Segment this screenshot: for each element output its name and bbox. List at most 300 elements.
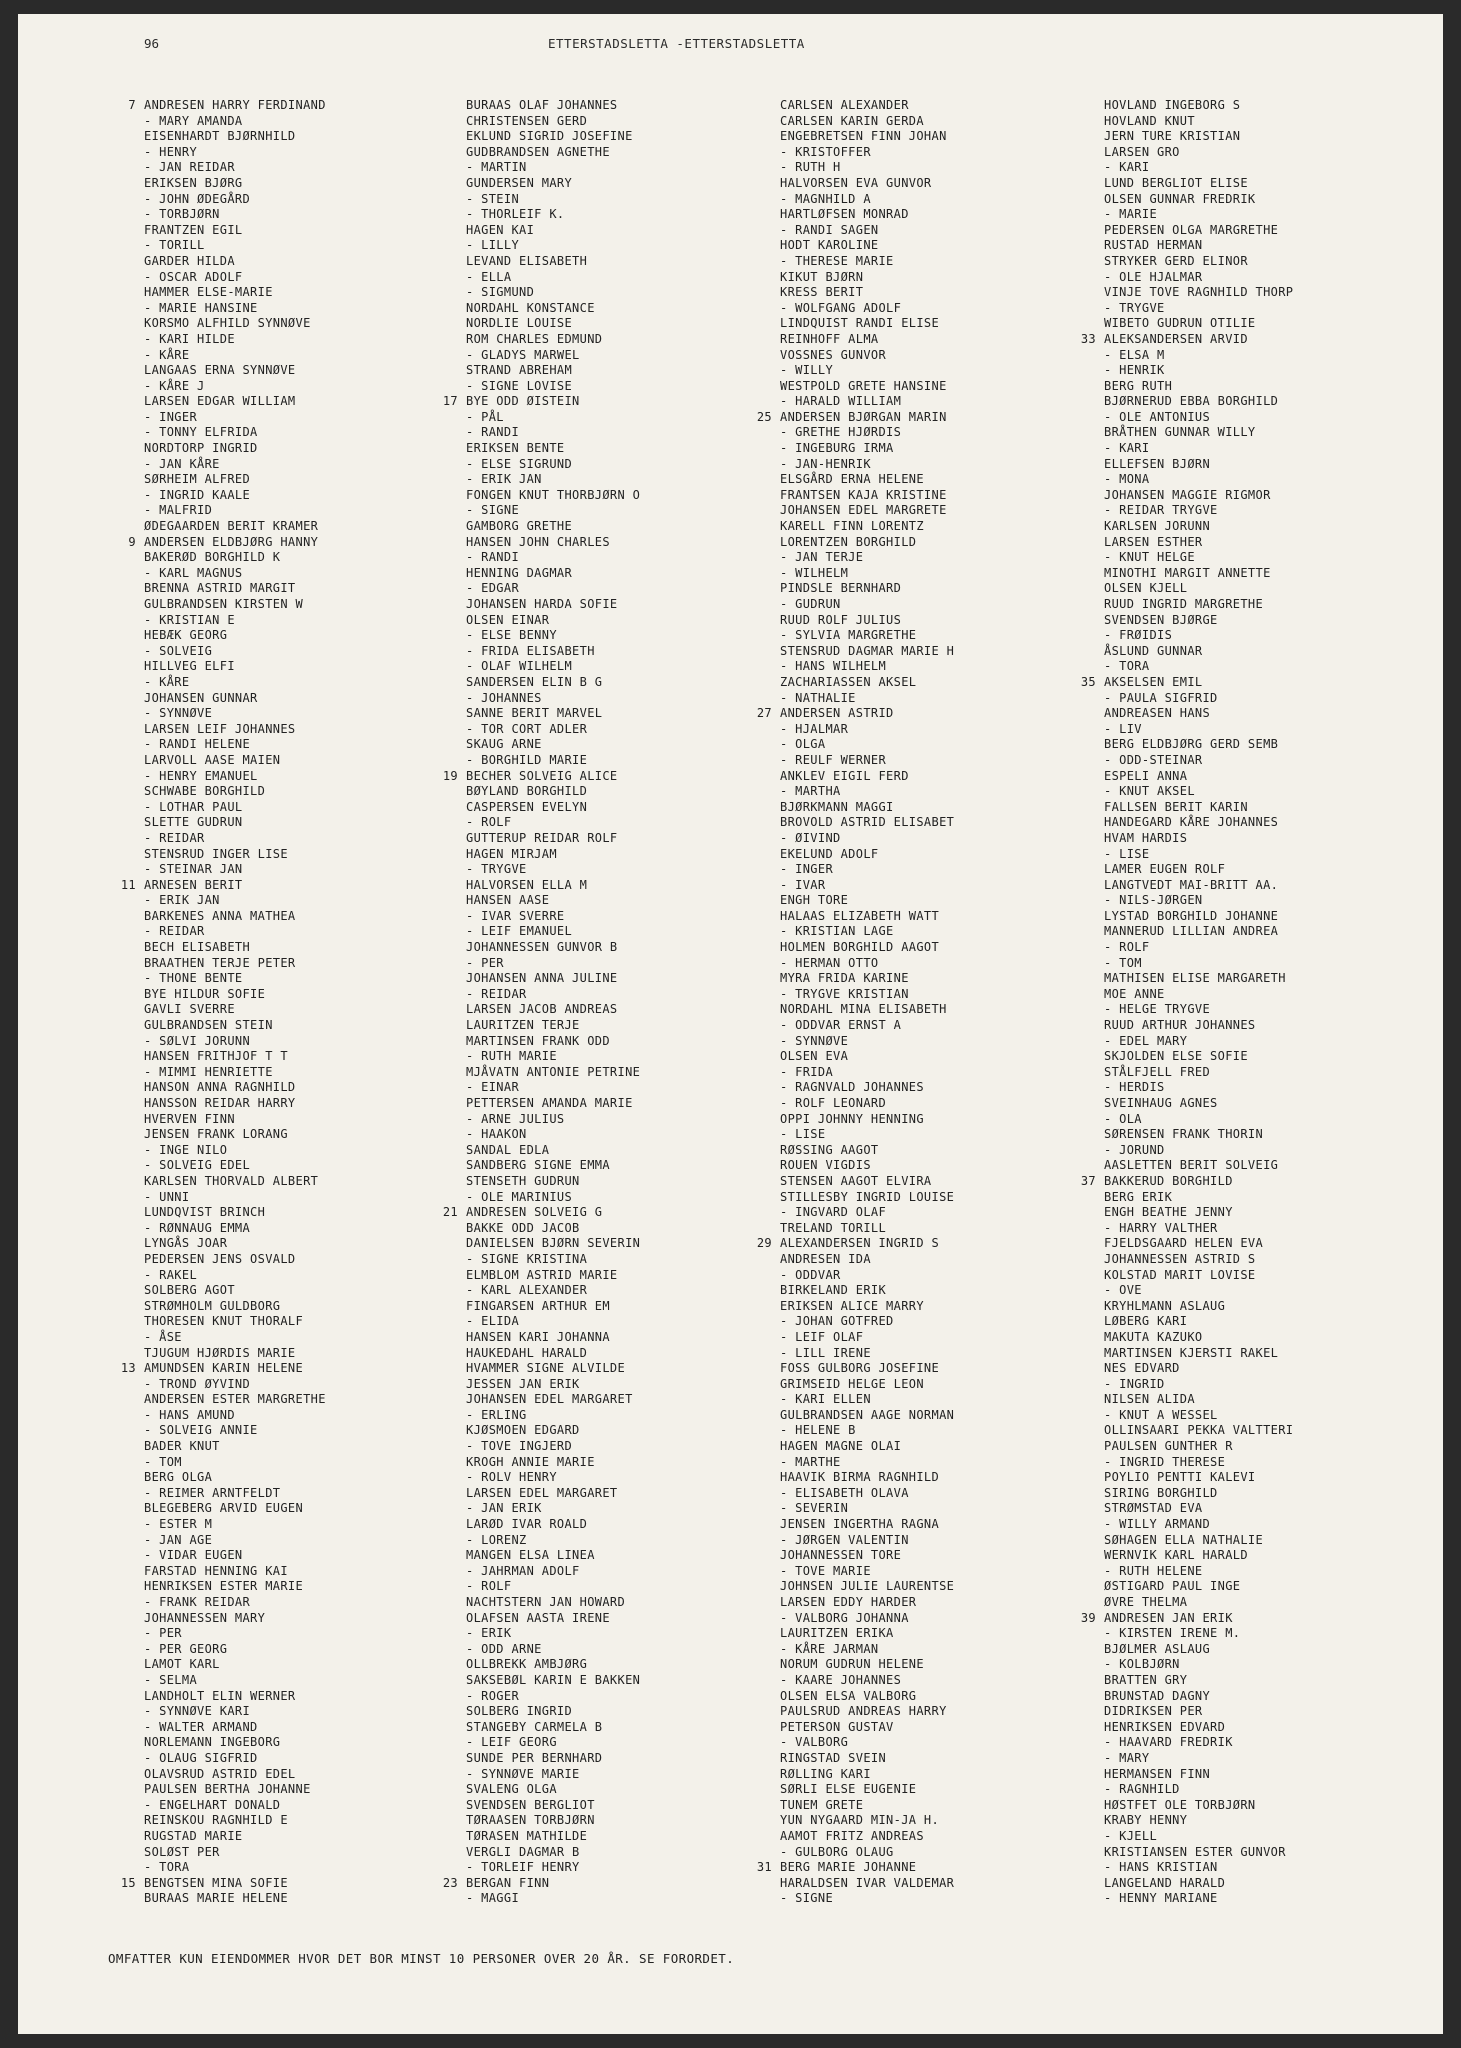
resident-entry <box>466 176 796 192</box>
resident-entry <box>466 1704 796 1720</box>
resident-entry <box>144 550 474 566</box>
resident-name: - MARTHA <box>780 784 841 799</box>
resident-name: SANNE BERIT MARVEL <box>466 706 603 721</box>
house-number: 31 <box>756 1860 772 1875</box>
resident-entry <box>144 1330 474 1346</box>
resident-name: - ELIDA <box>466 1314 520 1329</box>
resident-entry <box>466 192 796 208</box>
resident-entry <box>780 1314 1110 1330</box>
resident-entry <box>144 1782 474 1798</box>
resident-name: KROGH ANNIE MARIE <box>466 1454 595 1469</box>
resident-entry <box>780 1486 1110 1502</box>
resident-entry <box>756 1860 1110 1876</box>
resident-name: ANKLEV EIGIL FERD <box>780 768 909 783</box>
resident-entry <box>466 753 796 769</box>
resident-entry <box>466 1080 796 1096</box>
resident-name: FRANTZEN EGIL <box>144 222 243 237</box>
resident-entry <box>780 379 1110 395</box>
resident-entry <box>144 379 474 395</box>
resident-name: BRUNSTAD DAGNY <box>1104 1688 1211 1703</box>
resident-name: LINDQUIST RANDI ELISE <box>780 316 940 331</box>
resident-name: - REIDAR <box>144 924 205 939</box>
resident-name: LARVOLL AASE MAIEN <box>144 752 281 767</box>
resident-entry <box>780 98 1110 114</box>
resident-name: - ROLF <box>1104 940 1150 955</box>
resident-entry <box>780 207 1110 223</box>
resident-name: BECHER SOLVEIG ALICE <box>466 768 618 783</box>
resident-name: ENGH TORE <box>780 893 849 908</box>
resident-entry <box>780 363 1110 379</box>
resident-name: - VALBORG <box>780 1735 849 1750</box>
resident-name: SKJOLDEN ELSE SOFIE <box>1104 1049 1248 1064</box>
resident-name: - KÅRE <box>144 674 190 689</box>
resident-entry <box>780 1346 1110 1362</box>
resident-name: HANSEN FRITHJOF T T <box>144 1049 288 1064</box>
resident-name: - TOM <box>1104 955 1142 970</box>
resident-entry <box>466 691 796 707</box>
resident-entry <box>120 877 474 894</box>
resident-entry <box>780 1813 1110 1829</box>
resident-entry <box>466 114 796 130</box>
resident-entry <box>780 332 1110 348</box>
resident-name: - SIGMUND <box>466 285 535 300</box>
resident-entry <box>466 1034 796 1050</box>
resident-entry <box>144 566 474 582</box>
resident-name: LAURITZEN TERJE <box>466 1018 580 1033</box>
resident-entry <box>780 301 1110 317</box>
resident-name: OLAFSEN AASTA IRENE <box>466 1610 610 1625</box>
resident-entry <box>144 425 474 441</box>
resident-name: - INGRID THERESE <box>1104 1454 1226 1469</box>
resident-entry <box>144 1455 474 1471</box>
resident-entry <box>144 1813 474 1829</box>
resident-name: JOHANNESSEN GUNVOR B <box>466 940 618 955</box>
resident-entry <box>780 862 1110 878</box>
resident-name: HODT KAROLINE <box>780 238 879 253</box>
resident-name: - SYNNØVE <box>144 706 213 721</box>
resident-entry <box>466 1595 796 1611</box>
resident-entry <box>780 1642 1110 1658</box>
resident-name: - PAULA SIGFRID <box>1104 690 1218 705</box>
resident-entry <box>144 893 474 909</box>
resident-name: KIKUT BJØRN <box>780 269 864 284</box>
resident-name: STENSETH GUDRUN <box>466 1173 580 1188</box>
resident-entry <box>466 1891 796 1907</box>
resident-name: LANGAAS ERNA SYNNØVE <box>144 363 296 378</box>
resident-entry <box>144 207 474 223</box>
resident-entry <box>1104 348 1434 364</box>
resident-entry <box>756 706 1110 722</box>
resident-entry <box>1104 1221 1434 1237</box>
resident-name: - THORLEIF K. <box>466 207 565 222</box>
resident-name: - HARRY VALTHER <box>1104 1220 1218 1235</box>
resident-name: LANGELAND HARALD <box>1104 1875 1226 1890</box>
resident-name: - OLAF WILHELM <box>466 659 573 674</box>
resident-name: - OVE <box>1104 1283 1142 1298</box>
resident-entry <box>466 644 796 660</box>
resident-entry <box>780 628 1110 644</box>
resident-name: GAMBORG GRETHE <box>466 519 573 534</box>
resident-entry <box>780 1673 1110 1689</box>
resident-name: - LIV <box>1104 721 1142 736</box>
resident-entry <box>466 1408 796 1424</box>
resident-entry <box>466 348 796 364</box>
resident-entry <box>756 409 1110 426</box>
resident-entry <box>466 129 796 145</box>
resident-name: SVENDSEN BERGLIOT <box>466 1797 595 1812</box>
resident-name: ANDRESEN SOLVEIG G <box>466 1205 603 1220</box>
resident-name: JOHANSEN EDEL MARGARET <box>466 1392 633 1407</box>
resident-entry <box>780 316 1110 332</box>
resident-name: HANSEN KARI JOHANNA <box>466 1329 610 1344</box>
resident-entry <box>780 956 1110 972</box>
resident-entry <box>780 893 1110 909</box>
resident-entry <box>466 1517 796 1533</box>
resident-entry <box>1104 613 1434 629</box>
resident-name: TRELAND TORILL <box>780 1220 887 1235</box>
resident-name: - JAHRMAN ADOLF <box>466 1563 580 1578</box>
resident-name: - SYNNØVE <box>780 1033 849 1048</box>
resident-name: RINGSTAD SVEIN <box>780 1750 887 1765</box>
house-number: 17 <box>442 394 458 409</box>
resident-entry <box>144 1470 474 1486</box>
resident-entry <box>780 519 1110 535</box>
resident-entry <box>442 768 796 785</box>
resident-name: ROM CHARLES EDMUND <box>466 331 603 346</box>
resident-entry <box>466 238 796 254</box>
resident-name: OLSEN KJELL <box>1104 581 1188 596</box>
resident-name: - RANDI SAGEN <box>780 222 879 237</box>
resident-entry <box>1104 1080 1434 1096</box>
resident-name: ALEXANDERSEN INGRID S <box>780 1236 940 1251</box>
resident-entry <box>1104 1112 1434 1128</box>
resident-entry <box>466 550 796 566</box>
resident-entry <box>1104 1065 1434 1081</box>
resident-entry <box>466 784 796 800</box>
resident-entry <box>466 987 796 1003</box>
resident-name: OLAVSRUD ASTRID EDEL <box>144 1766 296 1781</box>
resident-name: - HELGE TRYGVE <box>1104 1002 1211 1017</box>
resident-name: HOVLAND KNUT <box>1104 113 1195 128</box>
house-number: 11 <box>120 877 136 892</box>
resident-name: BAKKE ODD JACOB <box>466 1220 580 1235</box>
resident-name: JOHANSEN MAGGIE RIGMOR <box>1104 487 1271 502</box>
resident-name: - MAGGI <box>466 1891 520 1906</box>
resident-entry <box>144 285 474 301</box>
resident-entry <box>780 176 1110 192</box>
resident-name: VOSSNES GUNVOR <box>780 347 887 362</box>
resident-name: - OLE ANTONIUS <box>1104 409 1211 424</box>
resident-entry <box>144 363 474 379</box>
resident-name: - SIGNE <box>466 503 520 518</box>
resident-name: - WILLY ARMAND <box>1104 1517 1211 1532</box>
resident-name: - ROGER <box>466 1688 520 1703</box>
resident-name: SKAUG ARNE <box>466 737 542 752</box>
house-number: 25 <box>756 409 772 424</box>
resident-entry <box>1104 628 1434 644</box>
resident-entry <box>780 940 1110 956</box>
resident-name: - RUTH HELENE <box>1104 1563 1203 1578</box>
resident-name: - INGER <box>144 409 198 424</box>
resident-name: ERIKSEN ALICE MARRY <box>780 1298 924 1313</box>
resident-name: - EDEL MARY <box>1104 1033 1188 1048</box>
resident-entry <box>1104 1735 1434 1751</box>
resident-entry <box>780 1002 1110 1018</box>
resident-entry <box>1104 207 1434 223</box>
resident-name: GUTTERUP REIDAR ROLF <box>466 830 618 845</box>
resident-entry <box>1104 1626 1434 1642</box>
column-1 <box>120 98 474 1907</box>
resident-entry <box>780 425 1110 441</box>
resident-name: - WOLFGANG ADOLF <box>780 300 902 315</box>
resident-name: - KIRSTEN IRENE M. <box>1104 1626 1241 1641</box>
resident-name: - JØRGEN VALENTIN <box>780 1532 909 1547</box>
resident-name: - SIGNE LOVISE <box>466 378 573 393</box>
resident-name: HANSON ANNA RAGNHILD <box>144 1080 296 1095</box>
resident-name: DANIELSEN BJØRN SEVERIN <box>466 1236 641 1251</box>
resident-name: JENSEN FRANK LORANG <box>144 1127 288 1142</box>
resident-name: - HARALD WILLIAM <box>780 394 902 409</box>
resident-name: - ERIK JAN <box>144 893 220 908</box>
resident-name: - TORBJØRN <box>144 207 220 222</box>
resident-name: MOE ANNE <box>1104 986 1165 1001</box>
resident-entry <box>144 160 474 176</box>
house-number: 37 <box>1080 1173 1096 1188</box>
resident-entry <box>780 1470 1110 1486</box>
resident-entry <box>780 1579 1110 1595</box>
resident-entry <box>780 1299 1110 1315</box>
resident-name: - JOHAN GOTFRED <box>780 1314 894 1329</box>
resident-entry <box>144 1346 474 1362</box>
resident-name: - PER <box>144 1626 182 1641</box>
resident-name: - KARL ALEXANDER <box>466 1283 588 1298</box>
resident-entry <box>144 114 474 130</box>
document-page <box>18 14 1443 2034</box>
resident-name: JOHNSEN JULIE LAURENTSE <box>780 1579 955 1594</box>
resident-entry <box>1104 363 1434 379</box>
resident-name: - GUDRUN <box>780 597 841 611</box>
resident-name: LARSEN EDDY HARDER <box>780 1595 917 1609</box>
resident-entry <box>1104 847 1434 863</box>
resident-entry <box>466 270 796 286</box>
resident-name: - ELLA <box>466 269 512 284</box>
resident-entry <box>1104 1236 1434 1252</box>
resident-name: SØRHEIM ALFRED <box>144 472 251 487</box>
resident-entry <box>144 847 474 863</box>
resident-entry <box>780 1065 1110 1081</box>
resident-name: JOHANSEN HARDA SOFIE <box>466 597 618 611</box>
resident-entry <box>780 1330 1110 1346</box>
resident-entry <box>466 301 796 317</box>
resident-name: - LILLY <box>466 238 520 253</box>
resident-entry <box>780 831 1110 847</box>
resident-entry <box>144 1439 474 1455</box>
resident-entry <box>1104 270 1434 286</box>
resident-entry <box>466 1486 796 1502</box>
resident-entry <box>144 1891 474 1907</box>
resident-name: FJELDSGAARD HELEN EVA <box>1104 1236 1264 1251</box>
resident-name: BLEGEBERG ARVID EUGEN <box>144 1501 304 1516</box>
resident-entry <box>1104 488 1434 504</box>
resident-name: - GLADYS MARWEL <box>466 347 580 362</box>
resident-name: WIBETO GUDRUN OTILIE <box>1104 316 1256 331</box>
resident-entry <box>144 1392 474 1408</box>
resident-name: - MARTIN <box>466 160 527 175</box>
resident-entry <box>144 1221 474 1237</box>
resident-entry <box>1104 1361 1434 1377</box>
resident-name: STENSEN AAGOT ELVIRA <box>780 1173 932 1188</box>
resident-entry <box>144 1112 474 1128</box>
resident-name: - MALFRID <box>144 503 213 518</box>
resident-entry <box>780 1283 1110 1299</box>
resident-name: BARKENES ANNA MATHEA <box>144 908 296 923</box>
resident-entry <box>780 1018 1110 1034</box>
resident-name: LØBERG KARI <box>1104 1314 1188 1329</box>
resident-entry <box>756 1236 1110 1252</box>
resident-entry <box>780 1751 1110 1767</box>
resident-name: BIRKELAND ERIK <box>780 1283 887 1298</box>
resident-name: - JAN-HENRIK <box>780 456 871 471</box>
resident-name: - ERIK JAN <box>466 472 542 487</box>
house-number: 15 <box>120 1875 136 1890</box>
resident-entry <box>466 535 796 551</box>
resident-name: ANDERSEN ELDBJØRG HANNY <box>144 534 319 549</box>
resident-entry <box>780 1611 1110 1627</box>
resident-entry <box>1104 550 1434 566</box>
resident-name: BRATTEN GRY <box>1104 1672 1188 1687</box>
resident-name: - HJALMAR <box>780 721 849 736</box>
resident-entry <box>1104 535 1434 551</box>
resident-entry <box>466 441 796 457</box>
resident-name: NILSEN ALIDA <box>1104 1392 1195 1407</box>
resident-name: LYSTAD BORGHILD JOHANNE <box>1104 908 1279 923</box>
resident-name: GULBRANDSEN STEIN <box>144 1018 273 1033</box>
resident-name: - EINAR <box>466 1080 520 1095</box>
resident-name: MAKUTA KAZUKO <box>1104 1329 1203 1344</box>
resident-name: - INGER <box>780 862 834 877</box>
resident-entry <box>144 1143 474 1159</box>
resident-name: HAMMER ELSE-MARIE <box>144 285 273 300</box>
resident-name: - SOLVEIG <box>144 643 213 658</box>
house-number: 35 <box>1080 674 1096 689</box>
resident-name: STILLESBY INGRID LOUISE <box>780 1189 955 1204</box>
resident-name: ENGEBRETSEN FINN JOHAN <box>780 129 947 144</box>
resident-name: MINOTHI MARGIT ANNETTE <box>1104 565 1271 580</box>
resident-entry <box>120 1875 474 1892</box>
resident-name: OLSEN GUNNAR FREDRIK <box>1104 191 1256 206</box>
resident-entry <box>466 566 796 582</box>
resident-name: OLSEN ELSA VALBORG <box>780 1688 917 1703</box>
resident-name: - REIMER ARNTFELDT <box>144 1485 281 1500</box>
resident-entry <box>1104 129 1434 145</box>
resident-name: KARLSEN JORUNN <box>1104 519 1211 534</box>
resident-entry <box>780 238 1110 254</box>
resident-entry <box>144 441 474 457</box>
resident-name: NORDAHL KONSTANCE <box>466 300 595 315</box>
resident-name: FINGARSEN ARTHUR EM <box>466 1298 610 1313</box>
resident-entry <box>780 1268 1110 1284</box>
resident-name: HVAMMER SIGNE ALVILDE <box>466 1361 626 1376</box>
resident-name: - TRYGVE <box>1104 300 1165 315</box>
resident-name: - ROLF <box>466 1579 512 1594</box>
resident-entry <box>144 192 474 208</box>
resident-entry <box>466 1423 796 1439</box>
resident-entry <box>780 737 1110 753</box>
resident-name: - OLAUG SIGFRID <box>144 1750 258 1765</box>
resident-entry <box>1104 753 1434 769</box>
resident-entry <box>1104 1657 1434 1673</box>
resident-name: HEBÆK GEORG <box>144 628 228 643</box>
resident-entry <box>466 956 796 972</box>
resident-entry <box>780 987 1110 1003</box>
resident-entry <box>466 940 796 956</box>
resident-name: LARSEN EDGAR WILLIAM <box>144 394 296 409</box>
resident-name: - INGRID KAALE <box>144 487 251 502</box>
resident-entry <box>144 706 474 722</box>
resident-entry <box>780 1689 1110 1705</box>
resident-name: - ERIK <box>466 1626 512 1641</box>
resident-entry <box>1104 1798 1434 1814</box>
resident-name: HALVORSEN EVA GUNVOR <box>780 175 932 190</box>
resident-name: - ODD ARNE <box>466 1641 542 1656</box>
resident-entry <box>144 1533 474 1549</box>
resident-entry <box>128 98 474 114</box>
resident-entry <box>1104 566 1434 582</box>
resident-name: - HANS AMUND <box>144 1407 235 1422</box>
resident-entry <box>144 753 474 769</box>
resident-entry <box>780 1408 1110 1424</box>
resident-entry <box>466 628 796 644</box>
resident-name: BERG OLGA <box>144 1470 213 1485</box>
resident-name: MARTINSEN FRANK ODD <box>466 1033 610 1048</box>
resident-entry <box>1104 893 1434 909</box>
resident-entry <box>780 1798 1110 1814</box>
resident-name: BØYLAND BORGHILD <box>466 784 588 799</box>
resident-entry <box>466 1548 796 1564</box>
resident-entry <box>466 831 796 847</box>
resident-entry <box>466 1439 796 1455</box>
resident-entry <box>1104 1533 1434 1549</box>
resident-entry <box>780 114 1110 130</box>
resident-name: SLETTE GUDRUN <box>144 815 243 830</box>
resident-entry <box>144 1626 474 1642</box>
resident-entry <box>144 316 474 332</box>
resident-name: SANDERSEN ELIN B G <box>466 674 603 689</box>
resident-entry <box>780 285 1110 301</box>
resident-name: NORLEMANN INGEBORG <box>144 1735 281 1750</box>
resident-name: - WILHELM <box>780 565 849 580</box>
resident-entry <box>780 1112 1110 1128</box>
resident-entry <box>466 1626 796 1642</box>
resident-entry <box>780 1143 1110 1159</box>
resident-entry <box>1104 1470 1434 1486</box>
resident-entry <box>144 129 474 145</box>
house-number: 21 <box>442 1205 458 1220</box>
resident-entry <box>144 1704 474 1720</box>
resident-entry <box>466 285 796 301</box>
resident-entry <box>144 597 474 613</box>
resident-name: - ODDVAR <box>780 1267 841 1282</box>
resident-name: - HERMAN OTTO <box>780 955 879 970</box>
resident-name: - HENRY <box>144 144 198 159</box>
resident-name: BAKERØD BORGHILD K <box>144 550 281 565</box>
resident-name: ANDERSEN ASTRID <box>780 706 894 721</box>
resident-name: ENGH BEATHE JENNY <box>1104 1205 1233 1220</box>
resident-name: VINJE TOVE RAGNHILD THORP <box>1104 285 1294 300</box>
resident-entry <box>466 1642 796 1658</box>
resident-name: - REIDAR <box>466 986 527 1001</box>
resident-name: JOHANNESSEN TORE <box>780 1548 902 1563</box>
